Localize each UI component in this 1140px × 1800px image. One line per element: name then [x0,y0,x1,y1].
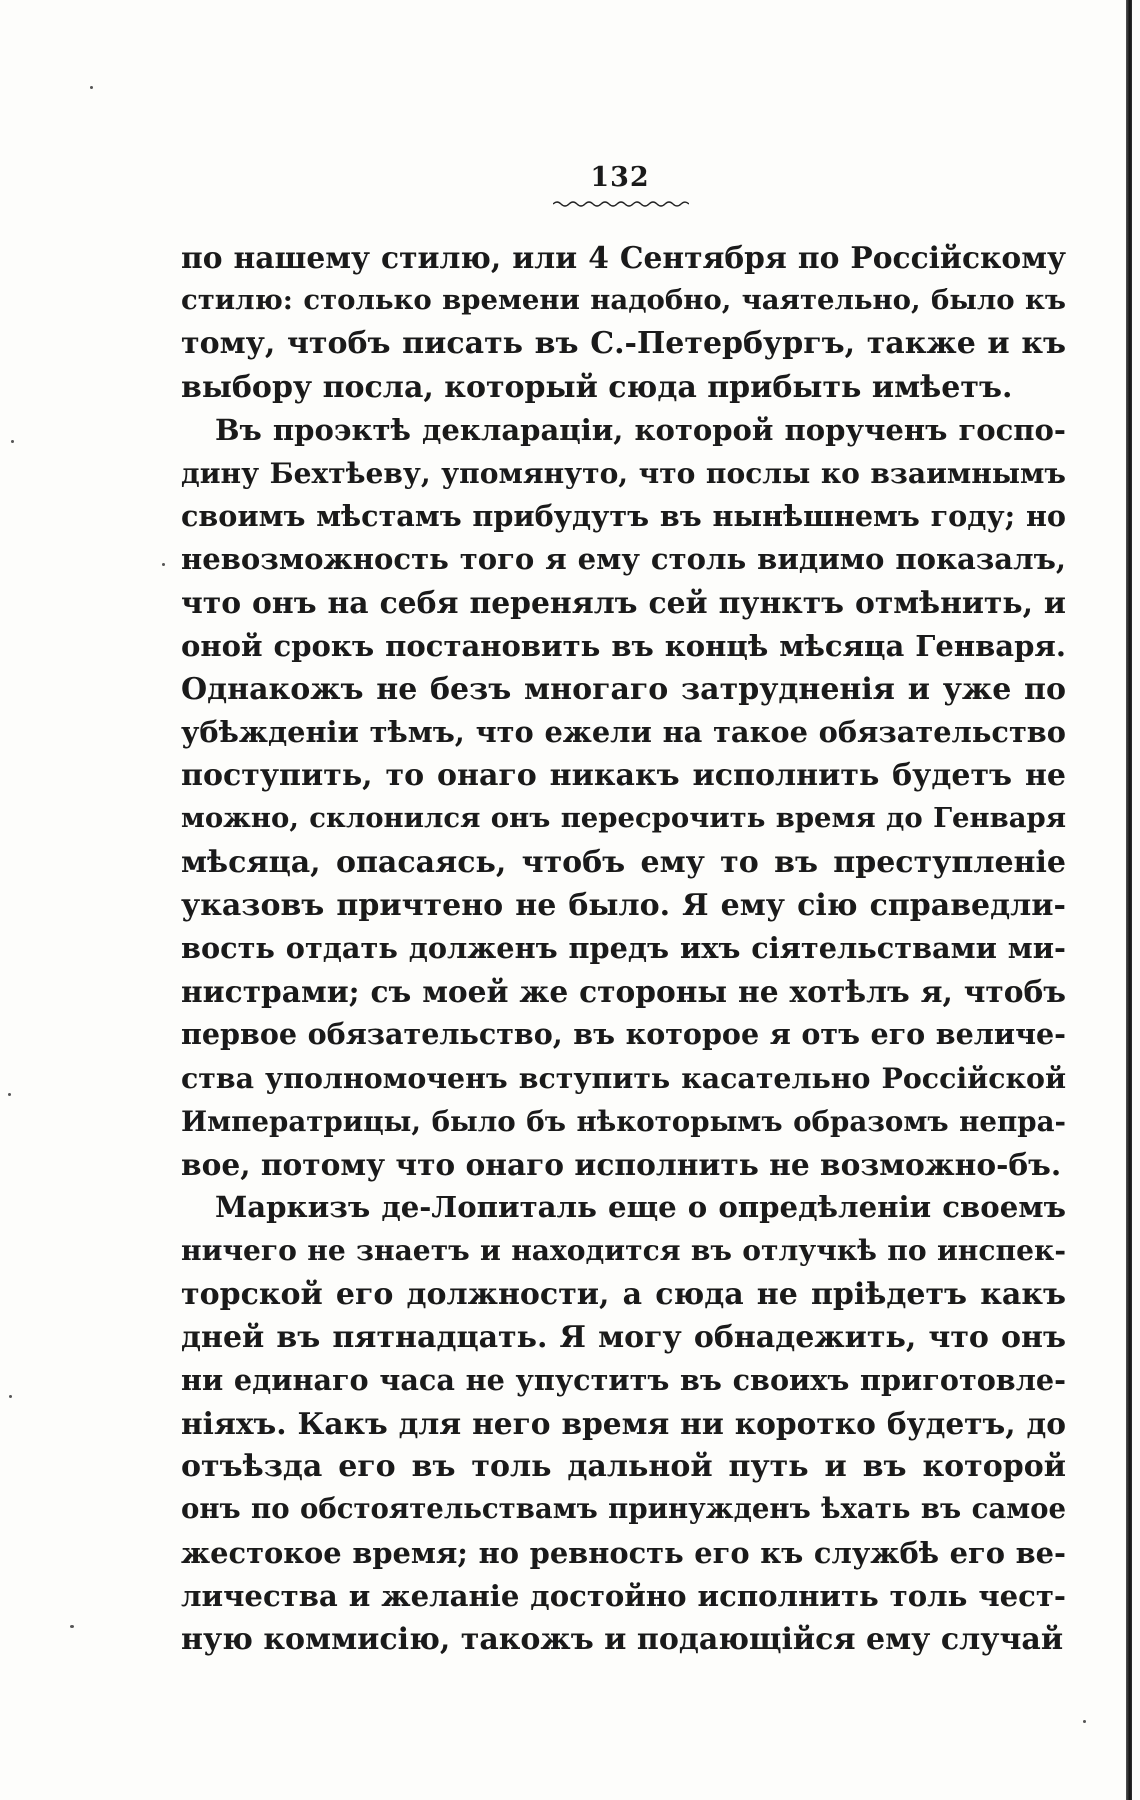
text-line: мѣсяца, опасаясь, чтобъ ему то въ преступленіе [181,844,1066,880]
text-line: ни единаго часа не упуститъ въ своихъ приготовле- [181,1362,1066,1397]
wavy-rule-ornament [553,199,689,209]
text-line: вость отдать долженъ предъ ихъ сіятельствами ми- [181,931,1066,965]
text-line: поступить, то онаго никакъ исполнить будетъ не [181,758,1066,794]
scan-speck [1083,1720,1086,1723]
text-line: Маркизъ де-Лопиталь еще о опредѣленіи своемъ [215,1190,1066,1225]
scan-speck [70,1625,74,1628]
text-line: невозможность того я ему столь видимо показалъ, [181,542,1066,577]
text-line: убѣжденіи тѣмъ, что ежели на такое обязательство [181,715,1066,750]
text-line: по нашему стилю, или 4 Сентября по Россійскому [181,240,1066,275]
scan-speck [162,563,165,566]
text-line: торской его должности, а сюда не пріѣдетъ какъ [181,1276,1066,1312]
body-text [181,236,1066,1661]
text-line: оной срокъ постановить въ концѣ мѣсяца Генваря. [181,628,1066,663]
text-line: Однакожъ не безъ многаго затрудненія и уже по [181,671,1066,707]
text-line: первое обязательство, въ которое я отъ его величе- [181,1017,1066,1052]
text-line: указовъ причтено не было. Я ему сію справедли- [181,887,1066,923]
text-line: ничего не знаетъ и находится въ отлучкѣ по инспек- [181,1234,1066,1268]
text-line: ную коммисію, такожъ и подающійся ему случай [181,1622,1064,1657]
scan-speck [9,1395,12,1398]
text-line: онъ по обстоятельствамъ принужденъ ѣхать въ самое [181,1493,1066,1526]
scan-speck [90,86,93,89]
text-line: тому, чтобъ писать въ С.-Петербургъ, также и къ [181,326,1066,362]
text-line: ства уполномоченъ вступить касательно Россійской [181,1060,1066,1095]
text-line: дней въ пятнадцать. Я могу обнадежить, что онъ [181,1319,1066,1355]
page-edge-shadow [1126,0,1132,1800]
text-line: своимъ мѣстамъ прибудутъ въ нынѣшнемъ году; но [181,499,1066,534]
scan-speck [8,1093,11,1096]
text-line: отъѣзда его въ толь дальной путь и въ которой [181,1449,1066,1485]
text-line: можно, склонился онъ пересрочить время до Генваря [181,802,1066,835]
text-line: нистрами; съ моей же стороны не хотѣлъ я, чтобъ [181,974,1066,1010]
text-line: дину Бехтѣеву, упомянуто, что послы ко взаимнымъ [181,456,1066,490]
text-line: ніяхъ. Какъ для него время ни коротко будетъ, до [181,1406,1066,1442]
text-line: стилю: столько времени надобно, чаятельно, было къ [181,284,1066,317]
text-line: Императрицы, было бъ нѣкоторымъ образомъ непра- [181,1104,1066,1138]
text-line: выбору посла, который сюда прибыть имѣетъ. [181,369,1013,405]
text-line: жестокое время; но ревность его къ службѣ его ве- [181,1535,1066,1570]
page-number: 132 [590,162,650,193]
text-line: вое, потому что онаго исполнить не возможно-бъ. [181,1146,1062,1182]
text-line: Въ проэктѣ деклараціи, которой порученъ госпо- [215,412,1066,447]
text-line: что онъ на себя перенялъ сей пунктъ отмѣнить, и [181,585,1066,621]
text-line: личества и желаніе достойно исполнить толь чест- [181,1578,1066,1613]
scan-speck [11,440,14,443]
